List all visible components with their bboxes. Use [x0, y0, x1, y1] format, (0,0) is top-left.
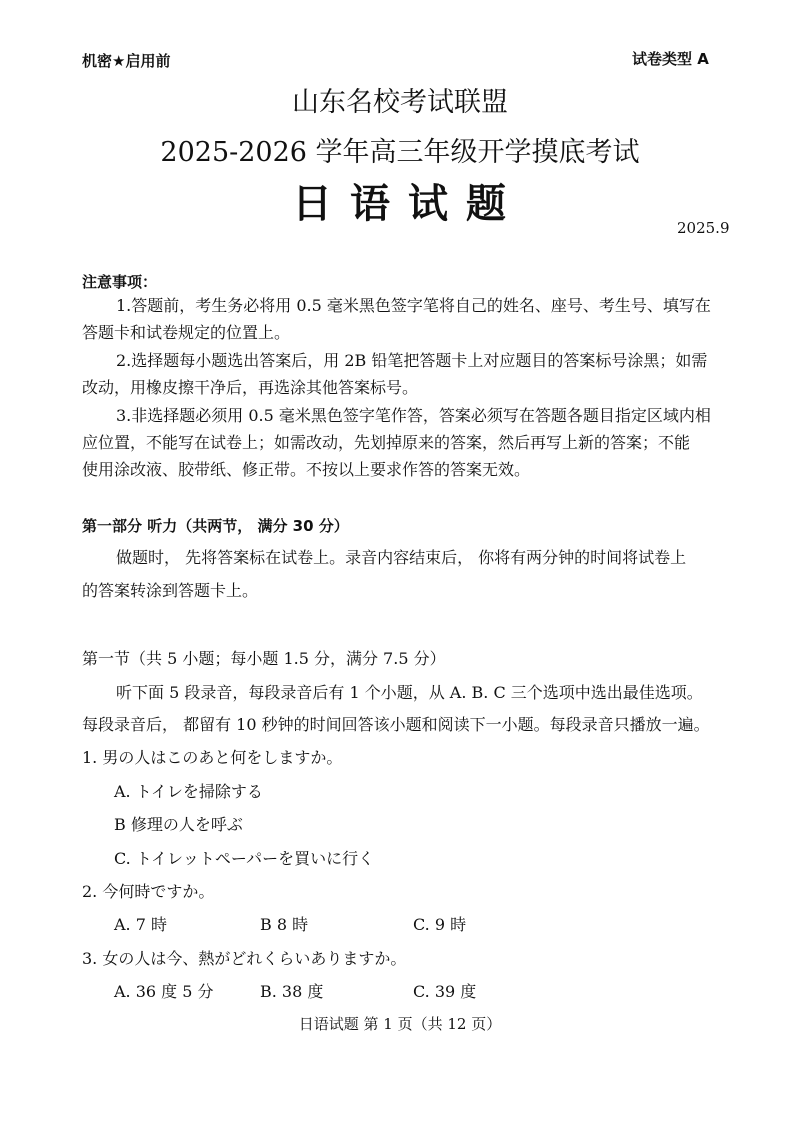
confidential-label: 机密★启用前: [82, 52, 171, 70]
notice-item-3-cont2: 使用涂改液、胶带纸、修正带。不按以上要求作答的答案无效。: [82, 460, 531, 479]
question-2-option-a: A. 7 時: [114, 915, 167, 934]
question-1-option-b: B 修理の人を呼ぶ: [114, 815, 243, 834]
subject-title: 日 语 试 题: [292, 181, 508, 227]
question-2: 2. 今何時ですか。: [82, 882, 215, 901]
section1-instructions: 听下面 5 段录音，每段录音后有 1 个小题，从 A. B. C 三个选项中选出最佳选项。: [116, 683, 703, 702]
question-3-option-c: C. 39 度: [413, 982, 477, 1001]
notice-item-2: 2.选择题每小题选出答案后，用 2B 铅笔把答题卡上对应题目的答案标号涂黑；如需: [116, 351, 708, 370]
exam-organization: 山东名校考试联盟: [292, 87, 508, 118]
page-footer: 日语试题 第 1 页（共 12 页）: [298, 1015, 502, 1033]
question-2-option-c: C. 9 時: [413, 915, 467, 934]
notice-item-3: 3.非选择题必须用 0.5 毫米黑色签字笔作答，答案必须写在答题各题目指定区域内相: [116, 406, 711, 425]
question-1-option-a: A. トイレを掃除する: [114, 782, 263, 801]
question-3: 3. 女の人は今、熱がどれくらいありますか。: [82, 949, 407, 968]
part1-intro-cont: 的答案转涂到答题卡上。: [82, 581, 259, 600]
question-1-option-c: C. トイレットペーパーを買いに行く: [114, 849, 375, 868]
paper-type-label: 试卷类型 A: [632, 50, 709, 68]
exam-title: 2025-2026 学年高三年级开学摸底考试: [160, 137, 640, 168]
part1-intro: 做题时， 先将答案标在试卷上。录音内容结束后， 你将有两分钟的时间将试卷上: [116, 548, 687, 567]
question-2-option-b: B 8 時: [260, 915, 309, 934]
question-3-option-b: B. 38 度: [260, 982, 324, 1001]
question-1: 1. 男の人はこのあと何をしますか。: [82, 748, 343, 767]
notice-item-1-cont: 答题卡和试卷规定的位置上。: [82, 323, 291, 342]
notice-item-1: 1.答题前，考生务必将用 0.5 毫米黑色签字笔将自己的姓名、座号、考生号、填写在: [116, 296, 711, 315]
question-3-option-a: A. 36 度 5 分: [114, 982, 214, 1001]
section1-heading: 第一节（共 5 小题；每小题 1.5 分，满分 7.5 分）: [82, 649, 446, 668]
notice-heading: 注意事项：: [82, 273, 158, 291]
exam-date: 2025.9: [677, 219, 730, 237]
notice-item-3-cont: 应位置，不能写在试卷上；如需改动，先划掉原来的答案，然后再写上新的答案；不能: [82, 433, 691, 452]
section1-instructions-cont: 每段录音后， 都留有 10 秒钟的时间回答该小题和阅读下一小题。每段录音只播放一遍。: [82, 715, 710, 734]
notice-item-2-cont: 改动，用橡皮擦干净后，再选涂其他答案标号。: [82, 378, 419, 397]
part1-heading: 第一部分 听力（共两节， 满分 30 分）: [82, 517, 349, 535]
